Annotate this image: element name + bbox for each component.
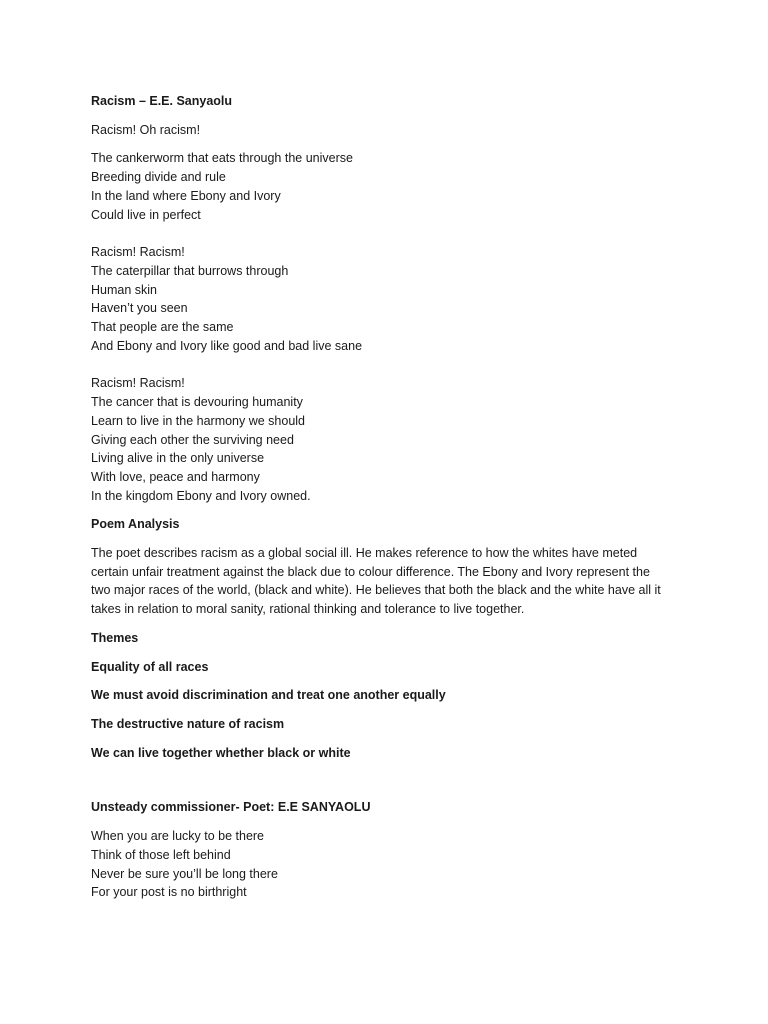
poem-line: The cankerworm that eats through the universe <box>91 151 353 166</box>
poem-line: Human skin <box>91 282 157 297</box>
poem-line: Racism! Racism! <box>91 245 185 260</box>
poem-line: Breeding divide and rule <box>91 170 226 185</box>
themes-heading: Themes <box>91 630 139 645</box>
analysis-line: takes in relation to moral sanity, rational thinking and tolerance to live together. <box>91 602 525 617</box>
analysis-paragraph <box>91 544 691 619</box>
analysis-heading: Poem Analysis <box>91 517 180 532</box>
poem-opening-line: Racism! Oh racism! <box>91 122 201 137</box>
poem-line: Giving each other the surviving need <box>91 432 294 447</box>
poem-line: Living alive in the only universe <box>91 451 265 466</box>
poem2-title: Unsteady commissioner- Poet: E.E SANYAOLU <box>91 800 371 815</box>
theme-item: The destructive nature of racism <box>91 716 285 731</box>
theme-item: Equality of all races <box>91 659 209 674</box>
analysis-line: The poet describes racism as a global social ill. He makes reference to how the whites have meted <box>91 546 638 561</box>
document-page <box>91 92 691 902</box>
poem-line: Could live in perfect <box>91 207 201 222</box>
poem-line: Think of those left behind <box>91 847 231 862</box>
poem-line: For your post is no birthright <box>91 885 247 900</box>
poem-stanza-3 <box>91 374 691 505</box>
poem-line: When you are lucky to be there <box>91 829 265 844</box>
poem-line: Learn to live in the harmony we should <box>91 413 306 428</box>
poem-stanza-1 <box>91 149 691 224</box>
poem-line: In the land where Ebony and Ivory <box>91 188 281 203</box>
theme-item: We can live together whether black or white <box>91 745 351 760</box>
analysis-line: certain unfair treatment against the black due to colour difference. The Ebony and Ivory represent the <box>91 564 650 579</box>
poem-line: The cancer that is devouring humanity <box>91 395 303 410</box>
analysis-line: two major races of the world, (black and white). He believes that both the black and the white have all it <box>91 583 661 598</box>
poem-line: The caterpillar that burrows through <box>91 263 289 278</box>
poem-line: Haven’t you seen <box>91 301 188 316</box>
poem-line: Never be sure you’ll be long there <box>91 866 278 881</box>
poem-line: Racism! Racism! <box>91 376 185 391</box>
theme-item: We must avoid discrimination and treat one another equally <box>91 688 446 703</box>
poem-line: With love, peace and harmony <box>91 469 260 484</box>
poem-line: In the kingdom Ebony and Ivory owned. <box>91 488 311 503</box>
poem-stanza-2 <box>91 243 691 355</box>
poem-line: That people are the same <box>91 320 234 335</box>
poem-line: And Ebony and Ivory like good and bad live sane <box>91 338 363 353</box>
poem-title: Racism – E.E. Sanyaolu <box>91 94 233 108</box>
poem2-stanza <box>91 827 691 902</box>
